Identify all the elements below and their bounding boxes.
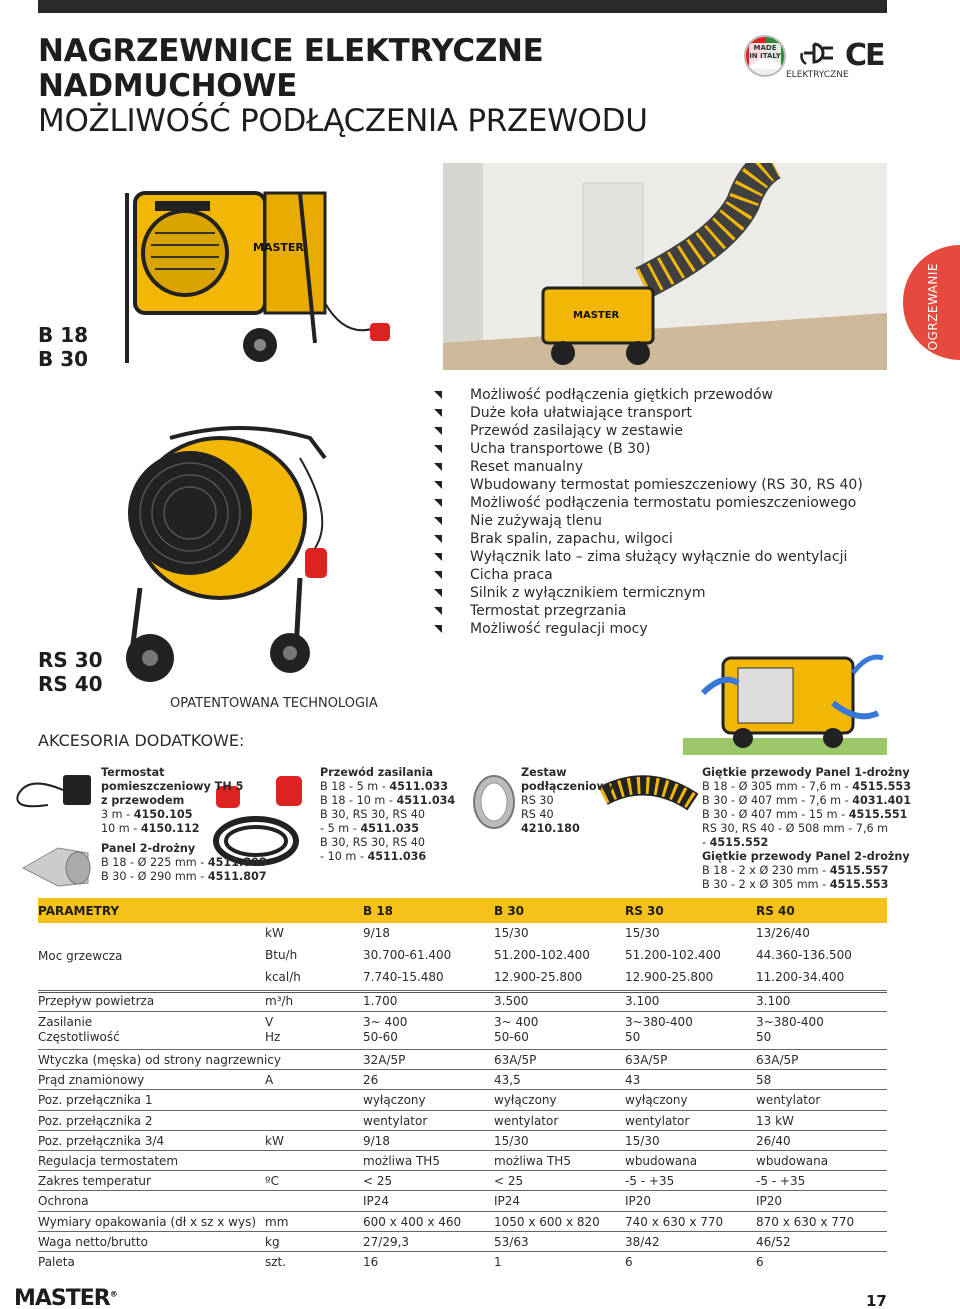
model-rs30: RS 30 <box>38 648 103 672</box>
row-value: 63A/5P <box>494 1053 537 1067</box>
row-unit: m³/h <box>265 994 294 1008</box>
row-label: Wtyczka (męska) od strony nagrzewnicy <box>38 1053 281 1067</box>
title-line-1: NAGRZEWNICE ELEKTRYCZNE <box>38 33 544 69</box>
row-value: 9/18 <box>363 926 390 940</box>
row-value: 3.100 <box>625 994 660 1008</box>
photo-brand-text: MASTER <box>253 241 304 254</box>
list-item: Termostat przegrzania <box>434 602 863 620</box>
list-item: Nie zużywają tlenu <box>434 512 863 530</box>
row-value: 58 <box>756 1073 772 1087</box>
row-divider <box>38 1251 887 1252</box>
row-value: 12.900-25.800 <box>625 970 714 984</box>
row-value: 3.100 <box>756 994 791 1008</box>
row-value: IP20 <box>756 1194 783 1208</box>
row-divider <box>38 1069 887 1070</box>
row-value: 15/30 <box>625 926 660 940</box>
bullet-triangle-icon <box>434 517 442 525</box>
row-divider <box>38 1011 887 1012</box>
row-label: Przepływ powietrza <box>38 994 155 1008</box>
row-unit: Hz <box>265 1030 281 1044</box>
row-unit: szt. <box>265 1255 287 1269</box>
row-divider <box>38 1190 887 1191</box>
bullet-triangle-icon <box>434 553 442 561</box>
row-unit: Btu/h <box>265 948 298 962</box>
bullet-triangle-icon <box>434 427 442 435</box>
row-unit: ºC <box>265 1174 280 1188</box>
row-value: 26 <box>363 1073 379 1087</box>
row-label: Regulacja termostatem <box>38 1154 179 1168</box>
model-b30: B 30 <box>38 347 89 371</box>
top-bar <box>38 0 887 13</box>
elektryczne-label: ELEKTRYCZNE <box>786 70 849 80</box>
list-item: Przewód zasilający w zestawie <box>434 422 863 440</box>
row-value: 50 <box>625 1030 641 1044</box>
row-value: 16 <box>363 1255 379 1269</box>
row-value: 27/29,3 <box>363 1235 410 1249</box>
row-value: 7.740-15.480 <box>363 970 444 984</box>
row-value: 43,5 <box>494 1073 521 1087</box>
accessory-connection-kit: Zestaw podłączeniowy RS 30 RS 40 4210.180 <box>521 766 615 835</box>
row-label: Poz. przełącznika 2 <box>38 1114 153 1128</box>
row-value: 9/18 <box>363 1134 390 1148</box>
list-item: Reset manualny <box>434 458 863 476</box>
row-value: 870 x 630 x 770 <box>756 1215 855 1229</box>
list-item: Duże koła ułatwiające transport <box>434 404 863 422</box>
bullet-triangle-icon <box>434 463 442 471</box>
row-value: 3.500 <box>494 994 529 1008</box>
row-value: 51.200-102.400 <box>625 948 721 962</box>
params-header-rs40: RS 40 <box>756 904 795 918</box>
row-value: 1 <box>494 1255 502 1269</box>
list-item: Możliwość podłączenia termostatu pomieszczeniowego <box>434 494 863 512</box>
row-value: wbudowana <box>756 1154 829 1168</box>
bullet-triangle-icon <box>434 481 442 489</box>
row-label: Zakres temperatur <box>38 1174 151 1188</box>
row-value: 600 x 400 x 460 <box>363 1215 462 1229</box>
row-value: 6 <box>756 1255 764 1269</box>
thermostat-image <box>8 770 96 815</box>
row-value: < 25 <box>494 1174 524 1188</box>
row-value: 3~380-400 <box>756 1015 824 1029</box>
row-value: 30.700-61.400 <box>363 948 452 962</box>
panel-2-way-image <box>18 838 96 888</box>
page-title <box>38 34 648 139</box>
row-value: 32A/5P <box>363 1053 406 1067</box>
bullet-triangle-icon <box>434 445 442 453</box>
row-value: wentylator <box>756 1093 821 1107</box>
bullet-triangle-icon <box>434 625 442 633</box>
connection-kit-ring-image <box>470 772 518 832</box>
bullet-triangle-icon <box>434 409 442 417</box>
row-value: 26/40 <box>756 1134 791 1148</box>
row-unit: kW <box>265 1134 284 1148</box>
row-value: wbudowana <box>625 1154 698 1168</box>
row-label: Moc grzewcza <box>38 949 123 963</box>
row-label: Paleta <box>38 1255 75 1269</box>
list-item: Cicha praca <box>434 566 863 584</box>
row-value: IP24 <box>363 1194 390 1208</box>
row-value: wentylator <box>625 1114 690 1128</box>
row-value: 44.360-136.500 <box>756 948 852 962</box>
list-item: Silnik z wyłącznikiem termicznym <box>434 584 863 602</box>
master-logo: MASTER® <box>14 1286 117 1309</box>
row-value: 3~ 400 <box>363 1015 408 1029</box>
row-unit: kg <box>265 1235 280 1249</box>
title-line-3: MOŻLIWOŚĆ PODŁĄCZENIA PRZEWODU <box>38 103 648 139</box>
accessory-panel-2-way: Panel 2-drożny B 18 - Ø 225 mm - 4511.808 B 30 - Ø 290 mm - 4511.807 <box>101 842 267 883</box>
ce-mark-icon: CE <box>845 38 884 73</box>
row-label: Poz. przełącznika 1 <box>38 1093 153 1107</box>
row-label: Częstotliwość <box>38 1030 120 1044</box>
product-photo-b18 <box>115 153 410 368</box>
row-value: 15/30 <box>625 1134 660 1148</box>
product-photo-room-hose <box>443 163 887 370</box>
model-rs40: RS 40 <box>38 672 103 696</box>
row-value: 3~ 400 <box>494 1015 539 1029</box>
row-unit: A <box>265 1073 274 1087</box>
model-b18: B 18 <box>38 323 89 347</box>
row-label: Zasilanie <box>38 1015 93 1029</box>
row-value: 63A/5P <box>756 1053 799 1067</box>
bullet-triangle-icon <box>434 589 442 597</box>
row-divider <box>38 1211 887 1212</box>
row-value: 53/63 <box>494 1235 529 1249</box>
bullet-triangle-icon <box>434 535 442 543</box>
row-unit: mm <box>265 1215 289 1229</box>
row-unit: V <box>265 1015 274 1029</box>
accessories-title: AKCESORIA DODATKOWE: <box>38 731 245 750</box>
accessory-power-cable: Przewód zasilania B 18 - 5 m - 4511.033 B 18 - 10 m - 4511.034 B 30, RS 30, RS 40 - 5 m - 4511.035 B 30, RS 30, RS 40 - 10 m - 4511.036 <box>320 766 456 863</box>
list-item: Możliwość regulacji mocy <box>434 620 863 638</box>
list-item: Ucha transportowe (B 30) <box>434 440 863 458</box>
row-divider <box>38 1170 887 1171</box>
list-item: Wbudowany termostat pomieszczeniowy (RS 30, RS 40) <box>434 476 863 494</box>
row-value: 43 <box>625 1073 641 1087</box>
row-value: 6 <box>625 1255 633 1269</box>
list-item: Wyłącznik lato – zima służący wyłącznie do wentylacji <box>434 548 863 566</box>
row-value: 13/26/40 <box>756 926 810 940</box>
bullet-triangle-icon <box>434 607 442 615</box>
row-value: IP20 <box>625 1194 652 1208</box>
row-value: 38/42 <box>625 1235 660 1249</box>
row-value: 46/52 <box>756 1235 791 1249</box>
row-label: Prąd znamionowy <box>38 1073 145 1087</box>
row-value: 13 kW <box>756 1114 794 1128</box>
row-label: Ochrona <box>38 1194 89 1208</box>
params-header <box>38 898 887 923</box>
page-number: 17 <box>866 1292 887 1309</box>
row-value: wyłączony <box>494 1093 557 1107</box>
params-header-rs30: RS 30 <box>625 904 664 918</box>
row-value: wyłączony <box>625 1093 688 1107</box>
bullet-triangle-icon <box>434 499 442 507</box>
row-unit: kcal/h <box>265 970 301 984</box>
row-value: < 25 <box>363 1174 393 1188</box>
row-value: -5 - +35 <box>756 1174 806 1188</box>
row-value: 51.200-102.400 <box>494 948 590 962</box>
patented-technology-illustration <box>683 643 887 755</box>
section-tab-ogrzewanie[interactable]: OGRZEWANIE <box>903 245 960 360</box>
accessory-flexible-hoses: Giętkie przewody Panel 1-drożny B 18 - Ø 305 mm - 7,6 m - 4515.553 B 30 - Ø 407 mm - 7,6 m - 4031.401 B 30 - Ø 407 mm - 15 m - 4515.551 RS 30, RS 40 - Ø 508 mm - 7,6 m - 4515.552 Giętkie przewody Panel 2-drożny B 18 - 2 x Ø 230 mm - 4515.557 B 30 - 2 x Ø 305 mm - 4515.553 <box>702 766 911 891</box>
electric-plug-icon <box>800 36 840 70</box>
row-value: 3~380-400 <box>625 1015 693 1029</box>
row-value: możliwa TH5 <box>363 1154 440 1168</box>
title-line-2: NADMUCHOWE <box>38 68 298 104</box>
feature-list <box>434 386 863 638</box>
row-value: 50-60 <box>363 1030 398 1044</box>
made-in-italy-badge: MADE IN ITALY <box>744 35 786 77</box>
row-divider <box>38 1049 887 1050</box>
row-value: -5 - +35 <box>625 1174 675 1188</box>
row-divider <box>38 1130 887 1131</box>
params-header-b30: B 30 <box>494 904 525 918</box>
product-photo-rs30 <box>100 378 340 688</box>
row-value: 15/30 <box>494 1134 529 1148</box>
row-value: 63A/5P <box>625 1053 668 1067</box>
row-value: 740 x 630 x 770 <box>625 1215 724 1229</box>
row-value: 12.900-25.800 <box>494 970 583 984</box>
row-divider <box>38 1231 887 1232</box>
row-value: 1.700 <box>363 994 398 1008</box>
patented-technology-label: OPATENTOWANA TECHNOLOGIA <box>170 696 378 711</box>
bullet-triangle-icon <box>434 391 442 399</box>
row-divider <box>38 990 887 991</box>
svg-text:MASTER: MASTER <box>573 310 620 321</box>
row-value: możliwa TH5 <box>494 1154 571 1168</box>
row-label: Poz. przełącznika 3/4 <box>38 1134 165 1148</box>
params-header-label: PARAMETRY <box>38 904 120 918</box>
row-unit: kW <box>265 926 284 940</box>
list-item: Możliwość podłączenia giętkich przewodów <box>434 386 863 404</box>
row-value: 50 <box>756 1030 772 1044</box>
row-value: 11.200-34.400 <box>756 970 845 984</box>
row-value: 1050 x 600 x 820 <box>494 1215 600 1229</box>
row-value: IP24 <box>494 1194 521 1208</box>
row-value: 50-60 <box>494 1030 529 1044</box>
row-value: wentylator <box>494 1114 559 1128</box>
row-value: wyłączony <box>363 1093 426 1107</box>
bullet-triangle-icon <box>434 571 442 579</box>
row-divider <box>38 1110 887 1111</box>
row-value: wentylator <box>363 1114 428 1128</box>
accessory-thermostat: Termostat pomieszczeniowy TH 5 z przewodem 3 m - 4150.105 10 m - 4150.112 <box>101 766 244 835</box>
row-label: Waga netto/brutto <box>38 1235 148 1249</box>
row-divider <box>38 1150 887 1151</box>
params-header-b18: B 18 <box>363 904 394 918</box>
list-item: Brak spalin, zapachu, wilgoci <box>434 530 863 548</box>
row-label: Wymiary opakowania (dł x sz x wys) <box>38 1215 257 1229</box>
row-value: 15/30 <box>494 926 529 940</box>
row-divider <box>38 1089 887 1090</box>
